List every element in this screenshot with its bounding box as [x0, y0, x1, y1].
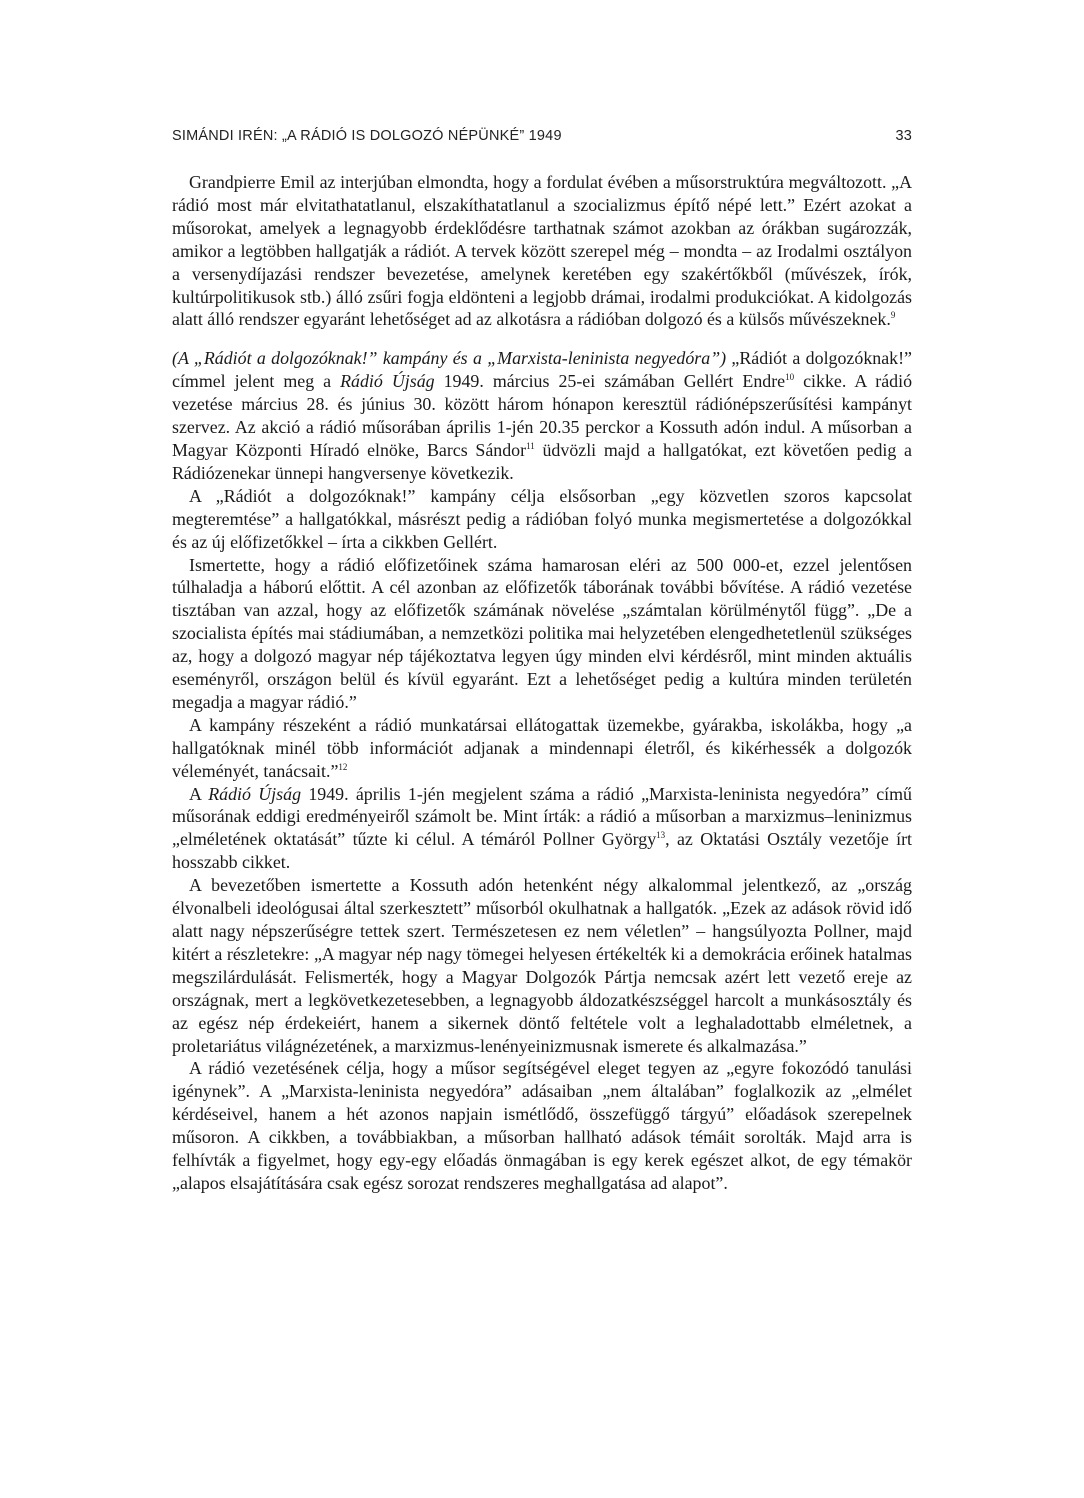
paragraph: A kampány részeként a rádió munkatársai ellátogattak üzemekbe, gyárakba, iskolákba, hogy „a hallgatóknak minél több információt adjanak a mindennapi életről, és kikérhessék a dolgozók véleményét, tanácsait.”$^{12}$ [172, 714, 912, 781]
paragraph: A rádió vezetésének célja, hogy a műsor segítségével eleget tegyen az „egyre fokozódó tanulási igénynek”. A „Marxista-leninista negyedóra” adásaiban „nem általában” foglalkozik az „elmélet kérdéseivel, hanem a hét azonos napjain ismétlődő, összefüggő tárgyú” előadások szerepelnek műsoron. A cikkben, a továbbiakban, a műsorban hallható adások témáit sorolták. Majd arra is felhívták a figyelmet, hogy egy-egy előadás önmagában is egy kerek egészet alkot, de egy témakör „alapos elsajátítására csak egész sorozat rendszeres meghallgatása ad alapot”. [172, 1058, 912, 1193]
running-title: SIMÁNDI IRÉN: „A RÁDIÓ IS DOLGOZÓ NÉPÜNKÉ” 1949 [172, 128, 562, 144]
footnote-ref: 9 [890, 310, 896, 321]
paragraph: A Rádió Újság 1949. április 1-jén megjelent száma a rádió „Marxista-leninista negyedóra” című műsorának eddigi eredményeiről számolt be. Mint írták: a rádió a műsorban a marxizmus–leninizmus „elméletének oktatását” tűzte ki célul. A témáról Pollner György$^{13}$, az Oktatási Osztály vezetője írt hosszabb cikket. [172, 783, 913, 873]
footnote-ref: 10 [785, 372, 795, 383]
page [172, 128, 912, 1195]
section-heading: (A „Rádiót a dolgozóknak!” kampány és a „Marxista-leninista negyedóra”) [172, 348, 727, 369]
paragraph: Ismertette, hogy a rádió előfizetőinek száma hamarosan eléri az 500 000-et, ezzel jelentősen túlhaladja a háború előttit. A cél azonban az előfizetők táborának további bővítése. A rádió vezetése tisztában van azzal, hogy az előfizetők számának növelése „számtalan körülménytől függ”. „De a szocialista építés mai stádiumában, a nemzetközi politika mai helyzetében elengedhetetlenül szükséges az, hogy a dolgozó magyar nép tájékoztatva legyen úgy minden elvi kérdésről, mint minden aktuális eseményről, országon belül és kívül egyaránt. Ezt a lehetőséget pedig a kultúra minden területén megadja a magyar rádió.” [172, 554, 912, 712]
running-header [172, 128, 912, 144]
paragraph: Grandpierre Emil az interjúban elmondta, hogy a fordulat évében a műsorstruktúra megváltozott. „A rádió most már elvitathatatlanul, elszakíthatatlanul a szocializmus építő népé lett.” Ezért azokat a műsorokat, amelyek a legnagyobb érdeklődésre tarthatnak számot azokban az órákban sugározzák, amikor a legtöbben hallgatják a rádiót. A tervek között szerepel még – mondta – az Irodalmi osztályon a versenydíjazási rendszer bevezetése, amelynek keretében egy szakértőkből (művészek, írók, kultúrpolitikusok stb.) álló zsűri fogja eldönteni a legjobb drámai, irodalmi produkciókat. A kidolgozás alatt álló rendszer egyaránt lehetőséget ad az alkotásra a rádióban dolgozó és a külsős művészeknek.$^9$ [172, 172, 912, 330]
paragraph: A bevezetőben ismertette a Kossuth adón hetenként négy alkalommal jelentkező, az „ország élvonalbeli ideológusai által szerkesztett” műsorból okulhatnak a hallgatók. „Ezek az adások rövid idő alatt nagy népszerűségre tettek szert. Természetesen ez nem véletlen” – hangsúlyozta Pollner, majd kitért a részletekre: „A magyar nép nagy tömegei helyesen értékelték ki a demokrácia erőinek hatalmas megszilárdulását. Felismerték, hogy a Magyar Dolgozók Pártja nemcsak azért lett vezető ereje az országnak, mert a legkövetkezetesebben, a legnagyobb áldozatkészséggel harcolt a munkásosztály és az egész nép érdekeiért, hanem a sikernek döntő feltétele volt a leghaladottabb elméletnek, a proletariátus világnézetének, a marxizmus-lenényeinizmusnak ismerete és alkalmazása.” [172, 875, 912, 1056]
paragraph: (A „Rádiót a dolgozóknak!” kampány és a „Marxista-leninista negyedóra”) „Rádiót a dolgozóknak!” címmel jelent meg a Rádió Újság 1949. március 25-ei számában Gellért Endre$^{10}$ cikke. A rádió vezetése március 28. és június 30. között három hónapon keresztül rádiónépszerűsítési kampányt szervez. Az akció a rádió műsorában április 1-jén 20.35 perckor a Kossuth adón indul. A műsorban a Magyar Központi Híradó elnöke, Barcs Sándor$^{11}$ üdvözli majd a hallgatókat, ezt követően pedig a Rádiózenekar ünnepi hangversenye következik. [172, 348, 913, 483]
footnote-ref: 13 [656, 830, 666, 841]
article-body [172, 171, 912, 1195]
page-number: 33 [895, 128, 912, 144]
footnote-ref: 11 [526, 440, 535, 451]
paragraph: A „Rádiót a dolgozóknak!” kampány célja elsősorban „egy közvetlen szoros kapcsolat megteremtése” a hallgatókkal, másrészt pedig a rádióban folyó munka megismertetése a dolgozókkal és az új előfizetőkkel – írta a cikkben Gellért. [172, 485, 912, 552]
footnote-ref: 12 [338, 761, 348, 772]
